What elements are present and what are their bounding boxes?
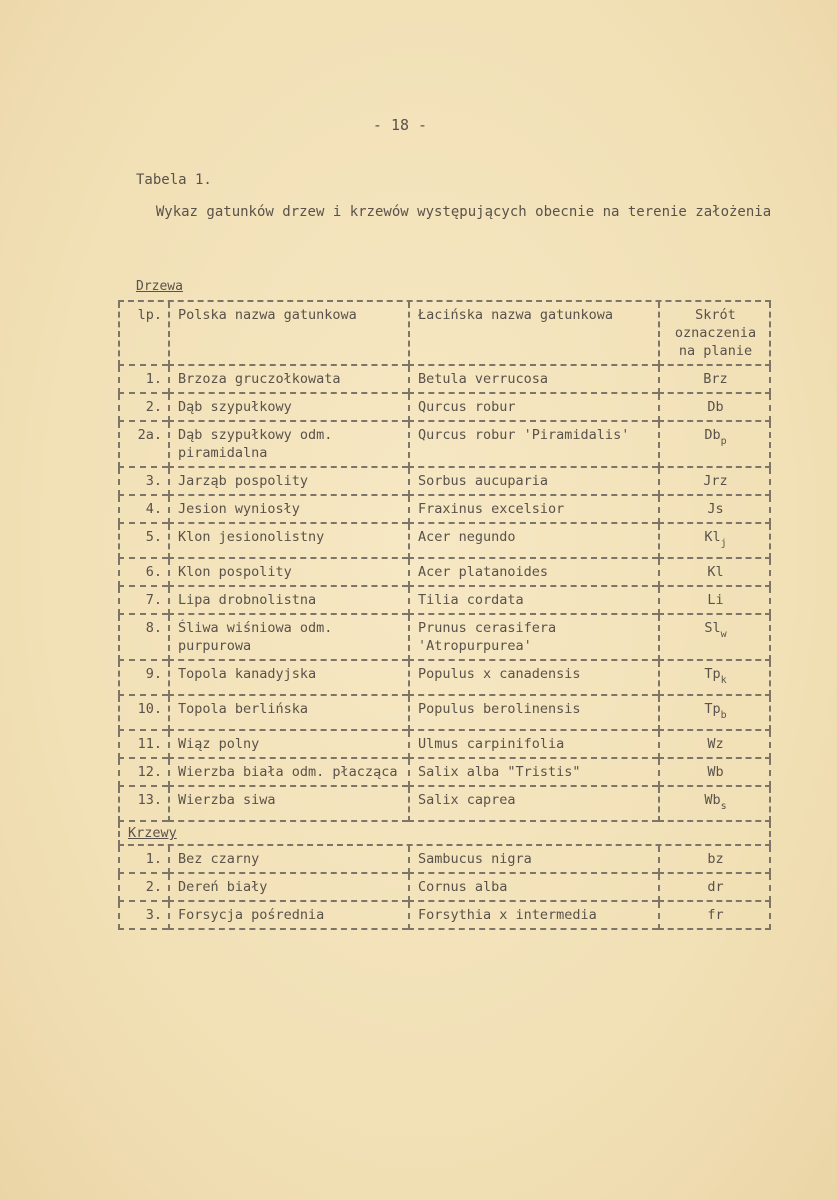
- row-number: [118, 874, 168, 902]
- row-number-text: 2.: [145, 879, 162, 895]
- latin-name-cell-text: Forsythia x intermedia: [418, 907, 597, 923]
- polish-name-cell: [168, 787, 408, 822]
- abbreviation-subscript: w: [720, 629, 727, 640]
- polish-name-cell-text: Dereń biały: [178, 879, 268, 895]
- polish-name-cell: [168, 759, 408, 787]
- abbreviation-cell: [658, 496, 771, 524]
- section-trees-label: Drzewa: [136, 279, 183, 294]
- latin-name-cell-text: Sorbus aucuparia: [418, 473, 549, 489]
- latin-name-cell: [408, 661, 658, 696]
- row-number-text: 13.: [137, 792, 162, 808]
- abbreviation-subscript: s: [720, 801, 727, 812]
- row-number: [118, 615, 168, 661]
- abbreviation-cell: [658, 524, 771, 559]
- abbreviation-cell-text: Db: [707, 399, 724, 415]
- latin-name-cell-text: Acer negundo: [418, 529, 516, 545]
- abbreviation-cell-text: bz: [707, 851, 724, 867]
- latin-name-cell: [408, 422, 658, 468]
- abbreviation-subscript: b: [720, 710, 727, 721]
- latin-name-cell: [408, 394, 658, 422]
- latin-name-cell: [408, 366, 658, 394]
- polish-name-cell: [168, 846, 408, 874]
- row-number: [118, 902, 168, 930]
- polish-name-cell: [168, 661, 408, 696]
- polish-name-cell-text: Topola berlińska: [178, 701, 309, 717]
- abbreviation-cell: [658, 731, 771, 759]
- polish-name-cell: [168, 366, 408, 394]
- abbreviation-cell: [658, 394, 771, 422]
- row-number-text: 1.: [145, 371, 162, 387]
- abbreviation-cell: [658, 846, 771, 874]
- row-number: [118, 524, 168, 559]
- latin-name-cell: [408, 759, 658, 787]
- abbreviation-subscript: p: [720, 436, 727, 447]
- abbreviation-cell-text: fr: [707, 907, 724, 923]
- row-number-text: 5.: [145, 529, 162, 545]
- latin-name-cell: [408, 587, 658, 615]
- abbreviation-cell-text: Wz: [707, 736, 724, 752]
- polish-name-cell-text: Klon pospolity: [178, 564, 292, 580]
- header-abbreviation: Skrót oznaczenia na planie: [658, 302, 771, 366]
- latin-name-cell: [408, 615, 658, 661]
- abbreviation-cell-text: Tp: [704, 666, 721, 682]
- polish-name-cell-text: Wierzba biała odm. płacząca: [178, 764, 398, 780]
- row-number-text: 3.: [145, 473, 162, 489]
- abbreviation-cell: [658, 366, 771, 394]
- row-number-text: 3.: [145, 907, 162, 923]
- latin-name-cell-text: Qurcus robur: [418, 399, 516, 415]
- latin-name-cell-text: Populus x canadensis: [418, 666, 581, 682]
- abbreviation-cell-text: Tp: [704, 701, 721, 717]
- polish-name-cell-text: Topola kanadyjska: [178, 666, 317, 682]
- latin-name-cell-text: Cornus alba: [418, 879, 508, 895]
- latin-name-cell-text: Prunus cerasifera 'Atropurpurea': [418, 620, 557, 654]
- latin-name-cell-text: Acer platanoides: [418, 564, 549, 580]
- table-heading: Wykaz gatunków drzew i krzewów występujących obecnie na terenie założenia: [155, 204, 772, 220]
- row-number-text: 4.: [145, 501, 162, 517]
- latin-name-cell: [408, 787, 658, 822]
- header-polish-name: Polska nazwa gatunkowa: [168, 302, 408, 366]
- abbreviation-cell-text: Wb: [707, 764, 724, 780]
- latin-name-cell: [408, 902, 658, 930]
- section-shrubs-label: Krzewy: [118, 822, 771, 846]
- abbreviation-cell-text: dr: [707, 879, 724, 895]
- abbreviation-cell-text: Db: [704, 427, 721, 443]
- polish-name-cell: [168, 615, 408, 661]
- latin-name-cell-text: Salix caprea: [418, 792, 516, 808]
- latin-name-cell: [408, 846, 658, 874]
- abbreviation-subscript: k: [720, 675, 727, 686]
- latin-name-cell-text: Salix alba "Tristis": [418, 764, 581, 780]
- latin-name-cell-text: Fraxinus excelsior: [418, 501, 565, 517]
- abbreviation-cell: [658, 559, 771, 587]
- polish-name-cell-text: Jesion wyniosły: [178, 501, 300, 517]
- row-number: [118, 846, 168, 874]
- abbreviation-cell: [658, 787, 771, 822]
- page-number: - 18 -: [372, 116, 428, 134]
- polish-name-cell: [168, 696, 408, 731]
- polish-name-cell-text: Dąb szypułkowy odm. piramidalna: [178, 427, 333, 461]
- abbreviation-cell-text: Brz: [703, 371, 728, 387]
- polish-name-cell-text: Brzoza gruczołkowata: [178, 371, 341, 387]
- row-number: [118, 696, 168, 731]
- polish-name-cell: [168, 496, 408, 524]
- polish-name-cell-text: Wiąz polny: [178, 736, 260, 752]
- abbreviation-cell: [658, 587, 771, 615]
- latin-name-cell-text: Betula verrucosa: [418, 371, 549, 387]
- latin-name-cell: [408, 696, 658, 731]
- latin-name-cell: [408, 731, 658, 759]
- row-number: [118, 422, 168, 468]
- latin-name-cell-text: Sambucus nigra: [418, 851, 532, 867]
- abbreviation-cell: [658, 902, 771, 930]
- row-number-text: 10.: [137, 701, 162, 717]
- latin-name-cell-text: Tilia cordata: [418, 592, 524, 608]
- row-number-text: 9.: [145, 666, 162, 682]
- row-number: [118, 787, 168, 822]
- row-number-text: 6.: [145, 564, 162, 580]
- abbreviation-cell: [658, 874, 771, 902]
- latin-name-cell: [408, 468, 658, 496]
- abbreviation-cell-text: Wb: [704, 792, 721, 808]
- latin-name-cell-text: Populus berolinensis: [418, 701, 581, 717]
- polish-name-cell-text: Jarząb pospolity: [178, 473, 309, 489]
- polish-name-cell: [168, 874, 408, 902]
- abbreviation-cell-text: Kl: [704, 529, 721, 545]
- abbreviation-cell-text: Kl: [707, 564, 724, 580]
- polish-name-cell-text: Wierzba siwa: [178, 792, 276, 808]
- row-number-text: 2a.: [137, 427, 162, 443]
- polish-name-cell: [168, 559, 408, 587]
- latin-name-cell-text: Ulmus carpinifolia: [418, 736, 565, 752]
- abbreviation-cell: [658, 661, 771, 696]
- abbreviation-cell: [658, 468, 771, 496]
- polish-name-cell-text: Klon jesionolistny: [178, 529, 325, 545]
- header-lp: lp.: [118, 302, 168, 366]
- row-number-text: 1.: [145, 851, 162, 867]
- abbreviation-cell-text: Li: [707, 592, 724, 608]
- abbreviation-subscript: j: [720, 538, 727, 549]
- row-number: [118, 587, 168, 615]
- polish-name-cell-text: Śliwa wiśniowa odm. purpurowa: [178, 620, 333, 654]
- row-number: [118, 366, 168, 394]
- species-table: [118, 300, 771, 930]
- row-number-text: 11.: [137, 736, 162, 752]
- row-number-text: 8.: [145, 620, 162, 636]
- polish-name-cell: [168, 394, 408, 422]
- row-number-text: 2.: [145, 399, 162, 415]
- polish-name-cell: [168, 587, 408, 615]
- abbreviation-cell-text: Sl: [704, 620, 721, 636]
- row-number: [118, 496, 168, 524]
- latin-name-cell-text: Qurcus robur 'Piramidalis': [418, 427, 630, 443]
- abbreviation-cell: [658, 759, 771, 787]
- polish-name-cell: [168, 902, 408, 930]
- table-caption: Tabela 1.: [136, 172, 212, 188]
- abbreviation-cell: [658, 422, 771, 468]
- latin-name-cell: [408, 559, 658, 587]
- polish-name-cell-text: Forsycja pośrednia: [178, 907, 325, 923]
- polish-name-cell: [168, 422, 408, 468]
- polish-name-cell-text: Bez czarny: [178, 851, 260, 867]
- row-number: [118, 731, 168, 759]
- polish-name-cell-text: Lipa drobnolistna: [178, 592, 317, 608]
- abbreviation-cell: [658, 696, 771, 731]
- row-number-text: 12.: [137, 764, 162, 780]
- abbreviation-cell: [658, 615, 771, 661]
- row-number: [118, 468, 168, 496]
- polish-name-cell: [168, 524, 408, 559]
- row-number: [118, 759, 168, 787]
- latin-name-cell: [408, 496, 658, 524]
- row-number: [118, 661, 168, 696]
- polish-name-cell-text: Dąb szypułkowy: [178, 399, 292, 415]
- abbreviation-cell-text: Jrz: [703, 473, 728, 489]
- header-latin-name: Łacińska nazwa gatunkowa: [408, 302, 658, 366]
- polish-name-cell: [168, 731, 408, 759]
- row-number: [118, 394, 168, 422]
- polish-name-cell: [168, 468, 408, 496]
- latin-name-cell: [408, 874, 658, 902]
- row-number-text: 7.: [145, 592, 162, 608]
- latin-name-cell: [408, 524, 658, 559]
- abbreviation-cell-text: Js: [707, 501, 724, 517]
- row-number: [118, 559, 168, 587]
